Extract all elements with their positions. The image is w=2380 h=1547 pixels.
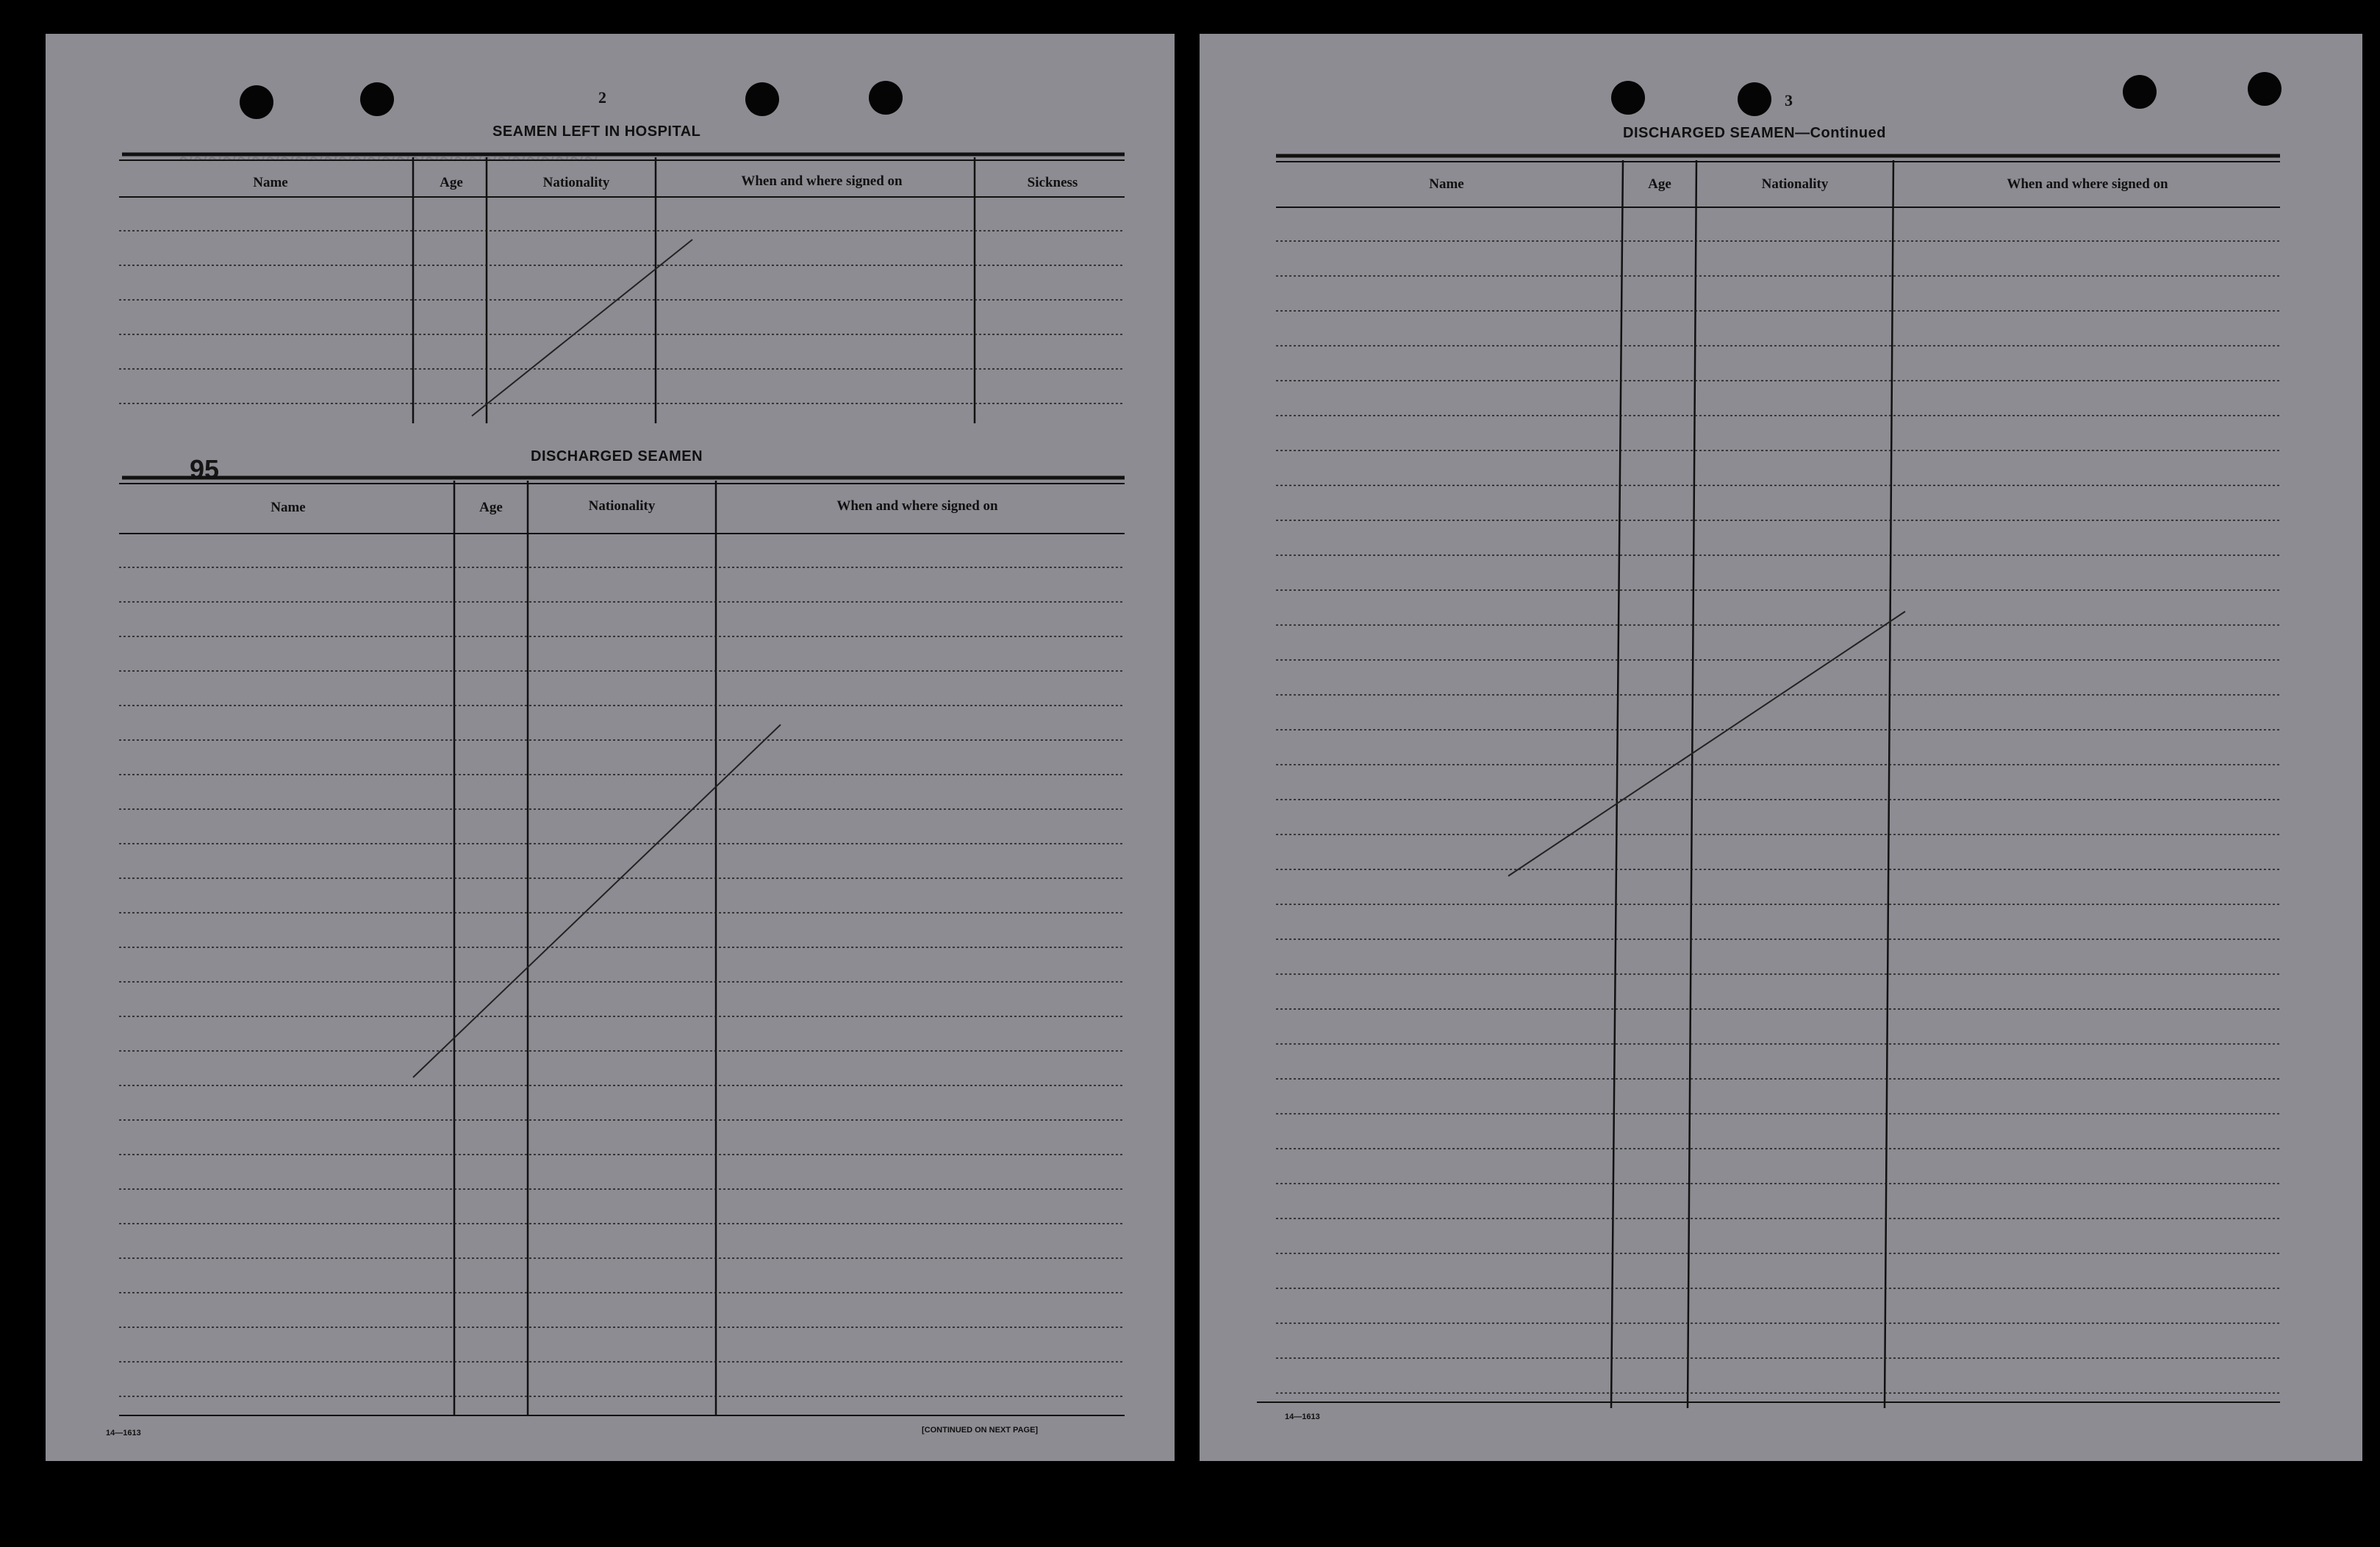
form-number: 14—1613 bbox=[106, 1429, 141, 1437]
discharged-row-rules bbox=[119, 567, 1125, 1396]
discharged-header-name: Name bbox=[270, 500, 306, 515]
left-form-page bbox=[46, 34, 1175, 1461]
hospital-header-signed-on: When and where signed on bbox=[741, 173, 903, 189]
hospital-header-sickness: Sickness bbox=[1027, 175, 1078, 190]
continued-row-rules bbox=[1276, 241, 2280, 1393]
discharged-section-title: DISCHARGED SEAMEN bbox=[531, 448, 703, 464]
page-number: 3 bbox=[1785, 91, 1793, 110]
bleed-through-text: ~~~~~~~~~~~~~~~~~~~~~~~~~~~~~ bbox=[178, 145, 598, 172]
continued-header-nationality: Nationality bbox=[1761, 176, 1829, 192]
right-table bbox=[1200, 34, 2362, 1461]
discharged-continued-title: DISCHARGED SEAMEN—Continued bbox=[1623, 125, 1886, 141]
left-tables bbox=[46, 34, 1175, 1461]
discharged-header-signed-on: When and where signed on bbox=[836, 498, 998, 514]
continued-header-signed-on: When and where signed on bbox=[2007, 176, 2168, 192]
hospital-section-title: SEAMEN LEFT IN HOSPITAL bbox=[492, 123, 701, 140]
hospital-header-nationality: Nationality bbox=[542, 175, 610, 190]
continued-note: [CONTINUED ON NEXT PAGE] bbox=[922, 1426, 1039, 1435]
hospital-header-age: Age bbox=[440, 175, 463, 190]
page-number: 2 bbox=[598, 88, 606, 107]
cancel-stroke bbox=[1508, 611, 1905, 876]
hospital-header-name: Name bbox=[253, 175, 288, 190]
cancel-stroke bbox=[472, 240, 692, 416]
handwritten-mark: 95 bbox=[190, 454, 220, 484]
right-form-page bbox=[1200, 34, 2362, 1461]
continued-header-name: Name bbox=[1429, 176, 1464, 192]
continued-header-age: Age bbox=[1648, 176, 1671, 192]
discharged-header-age: Age bbox=[479, 500, 503, 515]
cancel-stroke bbox=[413, 725, 781, 1077]
form-number: 14—1613 bbox=[1285, 1413, 1320, 1421]
discharged-header-nationality: Nationality bbox=[588, 498, 656, 514]
